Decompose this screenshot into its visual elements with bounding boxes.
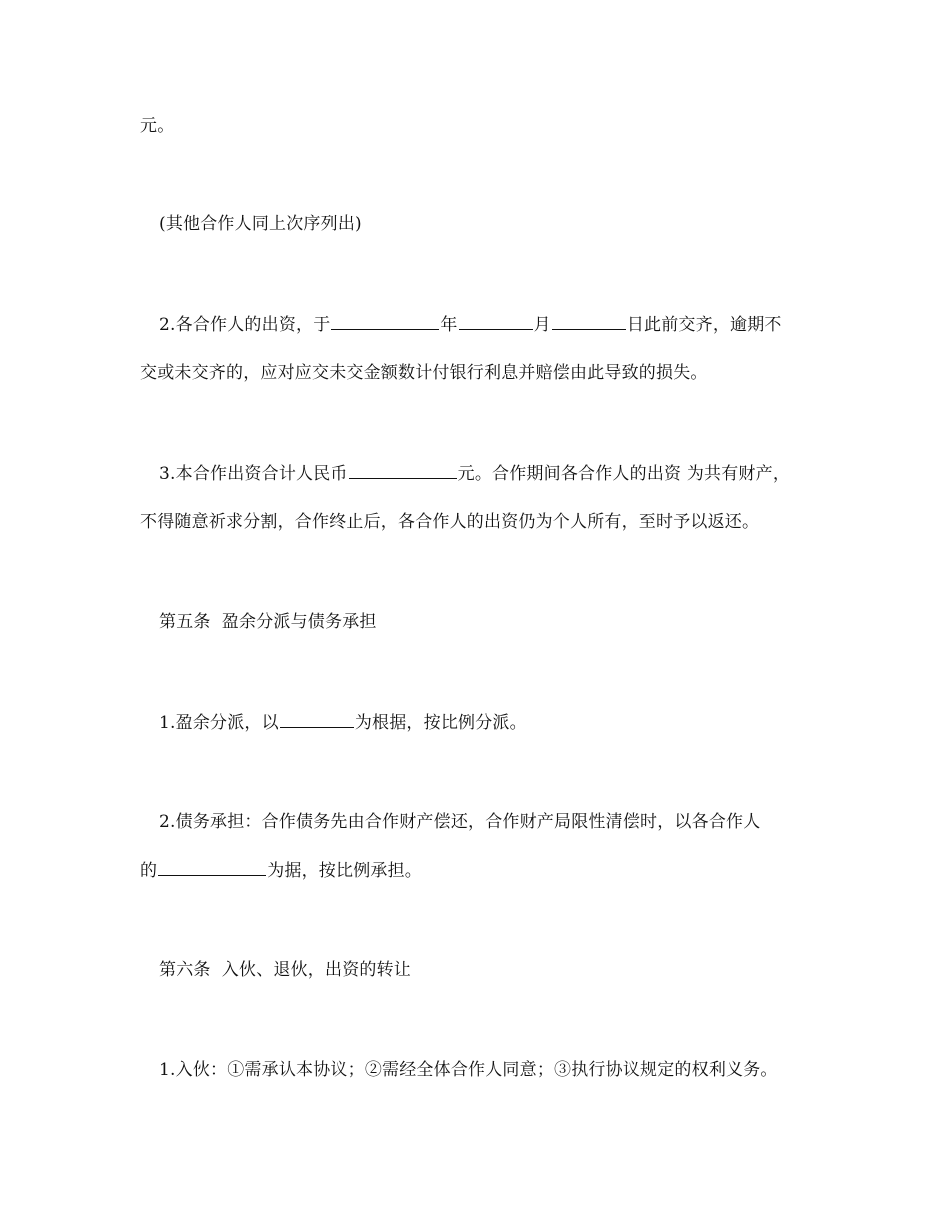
article-6-title-text: 第六条 入伙、退伙，出资的转让 xyxy=(159,960,412,980)
fill-blank-debt-basis xyxy=(158,858,266,876)
p2-prefix: 2.各合作人的出资，于 xyxy=(159,315,331,335)
a5-p2-rest2: 为据，按比例承担。 xyxy=(267,861,423,881)
article-5-paragraph-2-line-1 xyxy=(159,810,760,834)
a5-p2-prefix2: 的 xyxy=(140,861,158,881)
a5-p2-line1-text: 2.债务承担：合作债务先由合作财产偿还，合作财产局限性清偿时，以各合作人 xyxy=(159,812,761,832)
a5-p1-prefix: 1.盈余分派，以 xyxy=(159,713,279,733)
paragraph-2-line-2 xyxy=(140,361,708,385)
p3-line2-text: 不得随意祈求分割，合作终止后，各合作人的出资仍为个人所有，至时予以返还。 xyxy=(140,512,760,532)
other-partners-text: (其他合作人同上次序列出) xyxy=(159,214,362,234)
fill-blank-profit-basis xyxy=(280,710,354,728)
fill-blank-total-amount xyxy=(349,461,457,479)
article-5-title xyxy=(159,610,377,634)
p2-year-label: 年 xyxy=(440,315,458,335)
p2-month-label: 月 xyxy=(533,315,551,335)
paragraph-3-line-2 xyxy=(140,510,759,534)
paragraph-other-partners xyxy=(159,212,362,236)
a6-p1-text: 1.入伙：①需承认本协议；②需经全体合作人同意；③执行协议规定的权利义务。 xyxy=(159,1060,778,1080)
continued-end-text: 元。 xyxy=(140,116,175,136)
p3-prefix: 3.本合作出资合计人民币 xyxy=(159,464,348,484)
paragraph-2-line-1 xyxy=(159,312,782,337)
fill-blank-month xyxy=(459,312,533,330)
fill-blank-year xyxy=(331,312,439,330)
paragraph-continued-end xyxy=(140,114,174,138)
fill-blank-day xyxy=(552,312,626,330)
p2-line2-text: 交或未交齐的，应对应交未交金额数计付银行利息并赔偿由此导致的损失。 xyxy=(140,363,708,383)
article-5-paragraph-2-line-2 xyxy=(140,858,422,883)
article-5-title-text: 第五条 盈余分派与债务承担 xyxy=(159,612,377,632)
article-6-paragraph-1 xyxy=(159,1058,778,1082)
article-5-paragraph-1 xyxy=(159,710,527,735)
p2-day-rest: 日此前交齐，逾期不 xyxy=(626,315,782,335)
p3-rest: 元。合作期间各合作人的出资 为共有财产， xyxy=(457,464,791,484)
paragraph-3-line-1 xyxy=(159,461,790,486)
article-6-title xyxy=(159,958,411,982)
a5-p1-rest: 为根据，按比例分派。 xyxy=(354,713,527,733)
